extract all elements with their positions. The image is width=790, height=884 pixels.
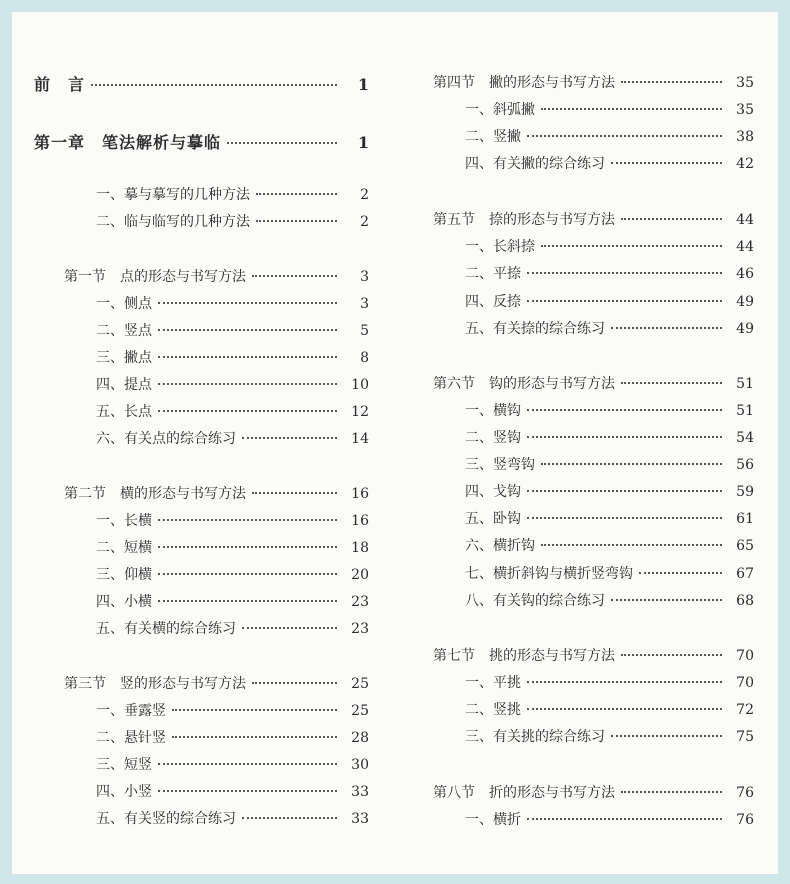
toc-entry-page-number: 68: [736, 593, 754, 609]
dot-leader: [158, 383, 337, 385]
dot-leader: [527, 681, 722, 683]
toc-entry-title: 第一节 点的形态与书写方法: [64, 269, 246, 285]
toc-entry-page-number: 10: [351, 377, 369, 393]
toc-entry-title: 三、仰横: [96, 567, 152, 583]
toc-entry-title: 二、竖挑: [465, 702, 521, 718]
toc-entry-title: 二、竖钩: [465, 430, 521, 446]
toc-entry-page-number: 46: [736, 266, 754, 282]
dot-leader: [252, 682, 337, 684]
dot-leader: [527, 818, 722, 820]
toc-entry-page-number: 30: [351, 757, 369, 773]
dot-leader: [527, 436, 722, 438]
toc-entry-page-number: 59: [736, 484, 754, 500]
toc-entry-page-number: 25: [351, 703, 369, 719]
toc-entry[interactable]: [465, 427, 754, 447]
toc-entry-page-number: 5: [360, 323, 369, 339]
dot-leader: [256, 220, 337, 222]
dot-leader: [541, 108, 722, 110]
toc-entry[interactable]: [465, 672, 754, 692]
dot-leader: [158, 573, 337, 575]
toc-entry[interactable]: [465, 481, 754, 501]
toc-entry-page-number: 35: [736, 75, 754, 91]
dot-leader: [172, 736, 337, 738]
dot-leader: [527, 135, 722, 137]
toc-entry[interactable]: [433, 373, 754, 393]
toc-entry-title: 七、横折斜钩与横折竖弯钩: [465, 566, 633, 582]
toc-entry[interactable]: [96, 591, 369, 611]
toc-entry-title: 二、竖点: [96, 323, 152, 339]
toc-entry[interactable]: [64, 266, 369, 286]
toc-entry-title: 一、长横: [96, 513, 152, 529]
toc-entry[interactable]: [96, 808, 369, 828]
dot-leader: [158, 356, 337, 358]
dot-leader: [541, 463, 722, 465]
toc-entry[interactable]: [465, 291, 754, 311]
toc-entry-page-number: 65: [736, 538, 754, 554]
toc-entry[interactable]: [465, 563, 754, 583]
toc-entry-page-number: 2: [360, 214, 369, 230]
toc-entry-title: 六、有关点的综合练习: [96, 431, 236, 447]
toc-entry-page-number: 67: [736, 566, 754, 582]
dot-leader: [242, 437, 337, 439]
dot-leader: [158, 302, 337, 304]
toc-entry[interactable]: [433, 645, 754, 665]
toc-entry-page-number: 75: [736, 729, 754, 745]
toc-entry-page-number: 44: [736, 212, 754, 228]
dot-leader: [172, 709, 337, 711]
toc-entry[interactable]: [465, 236, 754, 256]
toc-entry-page-number: 8: [360, 350, 369, 366]
toc-entry[interactable]: [465, 699, 754, 719]
toc-entry-page-number: 35: [736, 102, 754, 118]
toc-entry-title: 四、有关撇的综合练习: [465, 156, 605, 172]
toc-entry-title: 四、小竖: [96, 784, 152, 800]
toc-entry[interactable]: [96, 564, 369, 584]
toc-entry[interactable]: [465, 726, 754, 746]
toc-entry-title: 第八节 折的形态与书写方法: [433, 785, 615, 801]
dot-leader: [611, 327, 722, 329]
toc-entry-page-number: 20: [351, 567, 369, 583]
toc-entry[interactable]: [465, 153, 754, 173]
toc-entry-title: 四、提点: [96, 377, 152, 393]
toc-entry-title: 一、横折: [465, 812, 521, 828]
toc-entry-title: 第二节 横的形态与书写方法: [64, 486, 246, 502]
toc-entry-page-number: 51: [736, 376, 754, 392]
toc-entry-title: 二、短横: [96, 540, 152, 556]
toc-entry-page-number: 2: [360, 187, 369, 203]
dot-leader: [158, 519, 337, 521]
toc-entry-title: 一、摹与摹写的几种方法: [96, 187, 250, 203]
toc-entry-page-number: 25: [351, 676, 369, 692]
dot-leader: [527, 300, 722, 302]
toc-entry-title: 五、有关捺的综合练习: [465, 321, 605, 337]
toc-entry[interactable]: [96, 347, 369, 367]
toc-entry-page-number: 1: [357, 75, 369, 94]
toc-entry-page-number: 49: [736, 321, 754, 337]
toc-entry[interactable]: [433, 782, 754, 802]
dot-leader: [527, 272, 722, 274]
toc-entry-title: 第三节 竖的形态与书写方法: [64, 676, 246, 692]
toc-entry[interactable]: [64, 673, 369, 693]
toc-entry-title: 五、卧钩: [465, 511, 521, 527]
toc-entry-title: 二、悬针竖: [96, 730, 166, 746]
toc-entry-title: 八、有关钩的综合练习: [465, 593, 605, 609]
toc-entry-title: 第七节 挑的形态与书写方法: [433, 648, 615, 664]
toc-entry-title: 四、反捺: [465, 294, 521, 310]
toc-entry-title: 三、有关挑的综合练习: [465, 729, 605, 745]
toc-entry-page-number: 16: [351, 513, 369, 529]
toc-entry-title: 前 言: [34, 75, 86, 94]
toc-entry-title: 六、横折钩: [465, 538, 535, 554]
toc-entry[interactable]: [96, 700, 369, 720]
toc-entry-page-number: 56: [736, 457, 754, 473]
toc-entry[interactable]: [96, 727, 369, 747]
toc-entry-title: 一、平挑: [465, 675, 521, 691]
toc-entry-title: 五、有关竖的综合练习: [96, 811, 236, 827]
toc-entry-title: 二、平捺: [465, 266, 521, 282]
toc-entry[interactable]: [96, 320, 369, 340]
toc-entry[interactable]: [96, 510, 369, 530]
dot-leader: [242, 627, 337, 629]
dot-leader: [639, 572, 722, 574]
toc-entry[interactable]: [96, 184, 369, 204]
toc-entry-title: 一、长斜捺: [465, 239, 535, 255]
dot-leader: [611, 599, 722, 601]
toc-entry-page-number: 28: [351, 730, 369, 746]
toc-entry-title: 第五节 捺的形态与书写方法: [433, 212, 615, 228]
toc-entry[interactable]: [96, 537, 369, 557]
toc-entry[interactable]: [34, 72, 369, 95]
toc-entry-page-number: 61: [736, 511, 754, 527]
dot-leader: [158, 546, 337, 548]
dot-leader: [527, 517, 722, 519]
toc-entry-page-number: 1: [357, 133, 369, 152]
toc-entry-page-number: 72: [736, 702, 754, 718]
dot-leader: [158, 410, 337, 412]
toc-entry-title: 二、临与临写的几种方法: [96, 214, 250, 230]
dot-leader: [158, 763, 337, 765]
dot-leader: [541, 544, 722, 546]
dot-leader: [252, 492, 337, 494]
dot-leader: [252, 275, 337, 277]
dot-leader: [227, 142, 337, 144]
toc-entry[interactable]: [465, 535, 754, 555]
toc-entry-title: 第六节 钩的形态与书写方法: [433, 376, 615, 392]
toc-entry[interactable]: [465, 263, 754, 283]
toc-entry-title: 四、戈钩: [465, 484, 521, 500]
toc-entry-page-number: 33: [351, 784, 369, 800]
toc-entry-title: 一、垂露竖: [96, 703, 166, 719]
dot-leader: [256, 193, 337, 195]
toc-entry-title: 二、竖撇: [465, 129, 521, 145]
toc-entry-page-number: 23: [351, 594, 369, 610]
toc-entry[interactable]: [465, 318, 754, 338]
toc-entry-page-number: 16: [351, 486, 369, 502]
toc-entry[interactable]: [96, 211, 369, 231]
dot-leader: [527, 409, 722, 411]
dot-leader: [158, 600, 337, 602]
toc-entry-page-number: 38: [736, 129, 754, 145]
toc-entry-page-number: 42: [736, 156, 754, 172]
toc-entry-page-number: 49: [736, 294, 754, 310]
toc-entry[interactable]: [433, 209, 754, 229]
toc-entry-title: 三、撇点: [96, 350, 152, 366]
toc-entry[interactable]: [465, 590, 754, 610]
toc-entry-page-number: 33: [351, 811, 369, 827]
toc-entry-title: 一、横钩: [465, 403, 521, 419]
toc-entry-title: 三、短竖: [96, 757, 152, 773]
toc-entry[interactable]: [96, 428, 369, 448]
dot-leader: [541, 245, 722, 247]
toc-entry[interactable]: [465, 126, 754, 146]
toc-entry[interactable]: [96, 781, 369, 801]
toc-entry-title: 五、长点: [96, 404, 152, 420]
toc-entry-title: 五、有关横的综合练习: [96, 621, 236, 637]
toc-entry-page-number: 76: [736, 785, 754, 801]
dot-leader: [242, 817, 337, 819]
dot-leader: [158, 329, 337, 331]
toc-entry[interactable]: [465, 454, 754, 474]
dot-leader: [91, 84, 337, 86]
toc-entry[interactable]: [96, 293, 369, 313]
toc-entry[interactable]: [34, 130, 369, 153]
toc-entry-page-number: 70: [736, 675, 754, 691]
toc-entry-title: 三、竖弯钩: [465, 457, 535, 473]
toc-page: [12, 12, 778, 874]
toc-entry-title: 一、斜弧撇: [465, 102, 535, 118]
toc-entry[interactable]: [96, 618, 369, 638]
toc-entry-page-number: 18: [351, 540, 369, 556]
dot-leader: [621, 81, 722, 83]
toc-entry-page-number: 3: [360, 296, 369, 312]
toc-entry-title: 四、小横: [96, 594, 152, 610]
dot-leader: [621, 382, 722, 384]
toc-entry[interactable]: [64, 483, 369, 503]
toc-entry-title: 一、侧点: [96, 296, 152, 312]
toc-entry[interactable]: [433, 72, 754, 92]
toc-entry-page-number: 3: [360, 269, 369, 285]
dot-leader: [158, 790, 337, 792]
dot-leader: [621, 218, 722, 220]
toc-entry-page-number: 76: [736, 812, 754, 828]
toc-entry-page-number: 12: [351, 404, 369, 420]
dot-leader: [621, 654, 722, 656]
dot-leader: [527, 490, 722, 492]
dot-leader: [611, 735, 722, 737]
toc-entry-page-number: 70: [736, 648, 754, 664]
toc-entry-page-number: 23: [351, 621, 369, 637]
toc-entry[interactable]: [96, 754, 369, 774]
toc-entry[interactable]: [96, 401, 369, 421]
toc-entry-title: 第四节 撇的形态与书写方法: [433, 75, 615, 91]
toc-entry-page-number: 51: [736, 403, 754, 419]
toc-entry-page-number: 54: [736, 430, 754, 446]
toc-entry[interactable]: [96, 374, 369, 394]
toc-entry-page-number: 44: [736, 239, 754, 255]
toc-entry-page-number: 14: [351, 431, 369, 447]
toc-entry[interactable]: [465, 99, 754, 119]
toc-entry[interactable]: [465, 508, 754, 528]
toc-entry[interactable]: [465, 400, 754, 420]
dot-leader: [527, 708, 722, 710]
dot-leader: [611, 162, 722, 164]
toc-entry[interactable]: [465, 809, 754, 829]
toc-entry-title: 第一章 笔法解析与摹临: [34, 133, 222, 152]
dot-leader: [621, 791, 722, 793]
